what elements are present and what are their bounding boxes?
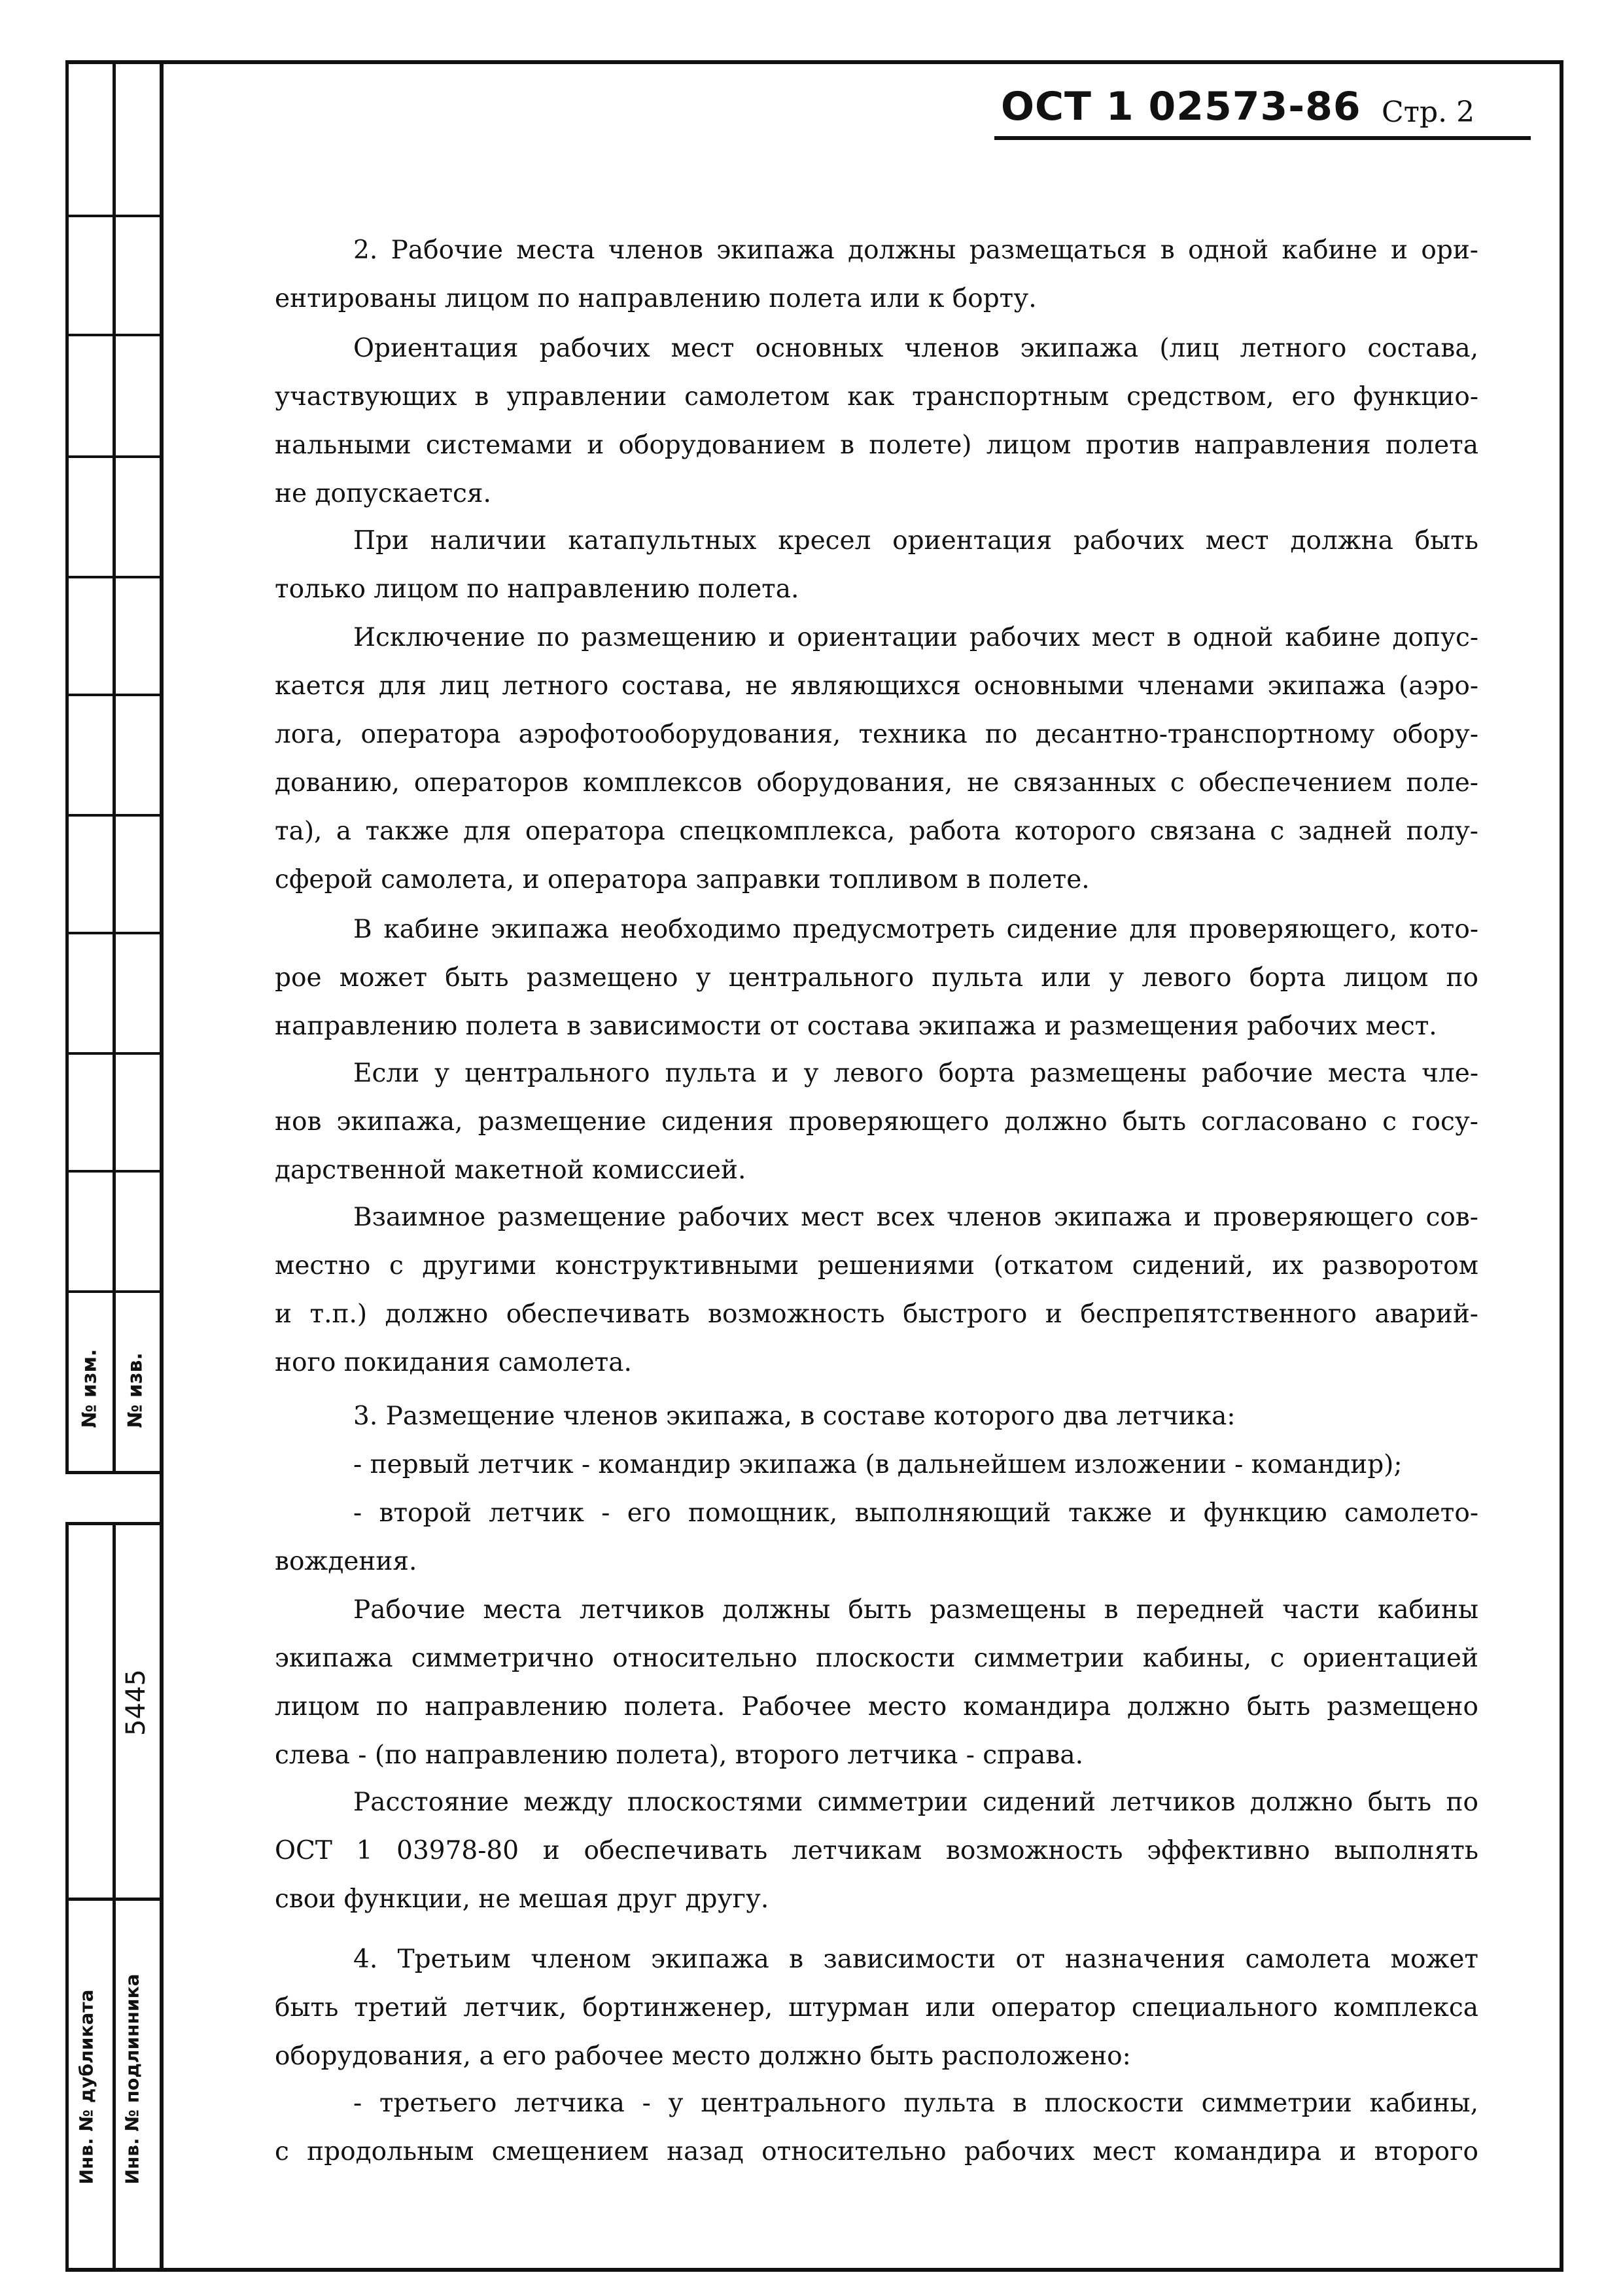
stamp-lower-divider [65, 1898, 164, 1901]
text-line: направлению полета в зависимости от состава экипажа и размещения рабочих мест. [275, 1012, 1437, 1041]
paragraph [275, 1586, 1478, 1780]
text-line: Рабочие места летчиков должны быть размещены в передней части кабины [353, 1595, 1478, 1625]
frame-right [1560, 60, 1563, 2272]
paragraph [275, 1778, 1478, 1924]
text-line: рое может быть размещено у центрального пульта или у левого борта лицом по [275, 963, 1478, 993]
paragraph [275, 517, 1478, 614]
stamp-izv-label: № изв. [124, 1352, 147, 1428]
text-line: ОСТ 1 03978-80 и обеспечивать летчикам возможность эффективно выполнять [275, 1836, 1478, 1865]
frame-bottom [65, 2268, 1563, 2272]
stamp-row [65, 578, 164, 696]
stamp-upper-bottom [65, 1471, 164, 1474]
text-line: быть третий летчик, бортинженер, штурман или оператор специального комплекса [275, 1993, 1478, 2022]
text-line: В кабине экипажа необходимо предусмотреть сидение для проверяющего, кото- [353, 915, 1478, 944]
stamp-row [65, 934, 164, 1055]
text-line: Взаимное размещение рабочих мест всех членов экипажа и проверяющего сов- [353, 1203, 1478, 1232]
text-line: - второй летчик - его помощник, выполняющий также и функцию самолето- [353, 1498, 1478, 1528]
stamp-row [65, 817, 164, 934]
header-rule [994, 136, 1531, 140]
text-line: слева - (по направлению полета), второго летчика - справа. [275, 1740, 1083, 1770]
text-line: лога, оператора аэрофотооборудования, техника по десантно-транспортному обору- [275, 720, 1478, 749]
stamp-izm-label: № изм. [78, 1349, 101, 1428]
text-line: Ориентация рабочих мест основных членов экипажа (лиц летного состава, [353, 334, 1478, 363]
list-item [275, 2079, 1478, 2176]
paragraph [275, 1193, 1478, 1387]
paragraph [275, 1050, 1478, 1195]
list-item [275, 1441, 1478, 1489]
stamp-row [65, 217, 164, 336]
text-line: местно с другими конструктивными решениями (откатом сидений, их разворотом [275, 1251, 1478, 1280]
frame-top [65, 60, 1563, 64]
text-line: дованию, операторов комплексов оборудования, не связанных с обеспечением поле- [275, 768, 1478, 798]
text-line: оборудования, а его рабочее место должно быть расположено: [275, 2041, 1131, 2071]
text-line: только лицом по направлению полета. [275, 574, 799, 604]
stamp-inv-number: 5445 [121, 1669, 151, 1736]
stamp-row [65, 60, 164, 217]
text-line: 4. Третьим членом экипажа в зависимости от назначения самолета может [353, 1945, 1478, 1974]
stamp-dublikat-label: Инв. № дубликата [75, 1989, 97, 2185]
text-line: сферой самолета, и оператора заправки топливом в полете. [275, 865, 1090, 894]
text-line: не допускается. [275, 479, 491, 508]
paragraph [275, 325, 1478, 518]
text-line: 3. Размещение членов экипажа, в составе которого два летчика: [353, 1402, 1236, 1431]
text-line: При наличии катапультных кресел ориентация рабочих мест должна быть [353, 526, 1478, 556]
text-line: и т.п.) должно обеспечивать возможность быстрого и беспрепятственного аварий- [275, 1299, 1478, 1329]
text-line: участвующих в управлении самолетом как транспортным средством, его функцио- [275, 382, 1478, 412]
stamp-row [65, 1173, 164, 1293]
stamp-podlinnik-label: Инв. № подлинника [121, 1973, 143, 2185]
text-line: Исключение по размещению и ориентации рабочих мест в одной кабине допус- [353, 623, 1478, 652]
paragraph [275, 906, 1478, 1051]
page-number: Стр. 2 [1382, 96, 1475, 129]
paragraph-3 [275, 1392, 1478, 1441]
text-line: ного покидания самолета. [275, 1348, 632, 1377]
document-code: ОСТ 1 02573-86 [1001, 84, 1361, 130]
text-line: Если у центрального пульта и у левого борта размещены рабочие места чле- [353, 1059, 1478, 1088]
text-line: свои функции, не мешая друг другу. [275, 1884, 769, 1914]
text-line: дарственной макетной комиссией. [275, 1156, 746, 1185]
list-item [275, 1489, 1478, 1586]
text-line: - третьего летчика - у центрального пульта в плоскости симметрии кабины, [353, 2089, 1478, 2118]
text-line: вождения. [275, 1547, 417, 1576]
text-line: лицом по направлению полета. Рабочее место командира должно быть размещено [275, 1692, 1478, 1722]
text-line: Расстояние между плоскостями симметрии сидений летчиков должно быть по [353, 1788, 1478, 1817]
text-line: - первый летчик - командир экипажа (в дальнейшем изложении - командир); [353, 1450, 1403, 1479]
text-line: экипажа симметрично относительно плоскости симметрии кабины, с ориентацией [275, 1644, 1478, 1673]
paragraph [275, 614, 1478, 904]
text-line: та), а также для оператора спецкомплекса, работа которого связана с задней полу- [275, 817, 1478, 846]
text-line: 2. Рабочие места членов экипажа должны размещаться в одной кабине и ори- [353, 236, 1478, 265]
stamp-row [65, 696, 164, 817]
text-line: кается для лиц летного состава, не являющихся основными членами экипажа (аэро- [275, 671, 1478, 701]
stamp-row [65, 1055, 164, 1173]
stamp-row [65, 336, 164, 458]
stamp-lower-mid-edge [113, 1522, 116, 2272]
stamp-row [65, 458, 164, 578]
text-line: с продольным смещением назад относительно рабочих мест командира и второго [275, 2137, 1478, 2166]
text-line: ентированы лицом по направлению полета или к борту. [275, 284, 1037, 313]
text-line: нов экипажа, размещение сидения проверяющего должно быть согласовано с госу- [275, 1107, 1478, 1137]
stamp-lower-left-edge [65, 1522, 69, 2272]
paragraph-2 [275, 226, 1478, 323]
paragraph-4 [275, 1935, 1478, 2081]
text-line: нальными системами и оборудованием в полете) лицом против направления полета [275, 431, 1478, 460]
